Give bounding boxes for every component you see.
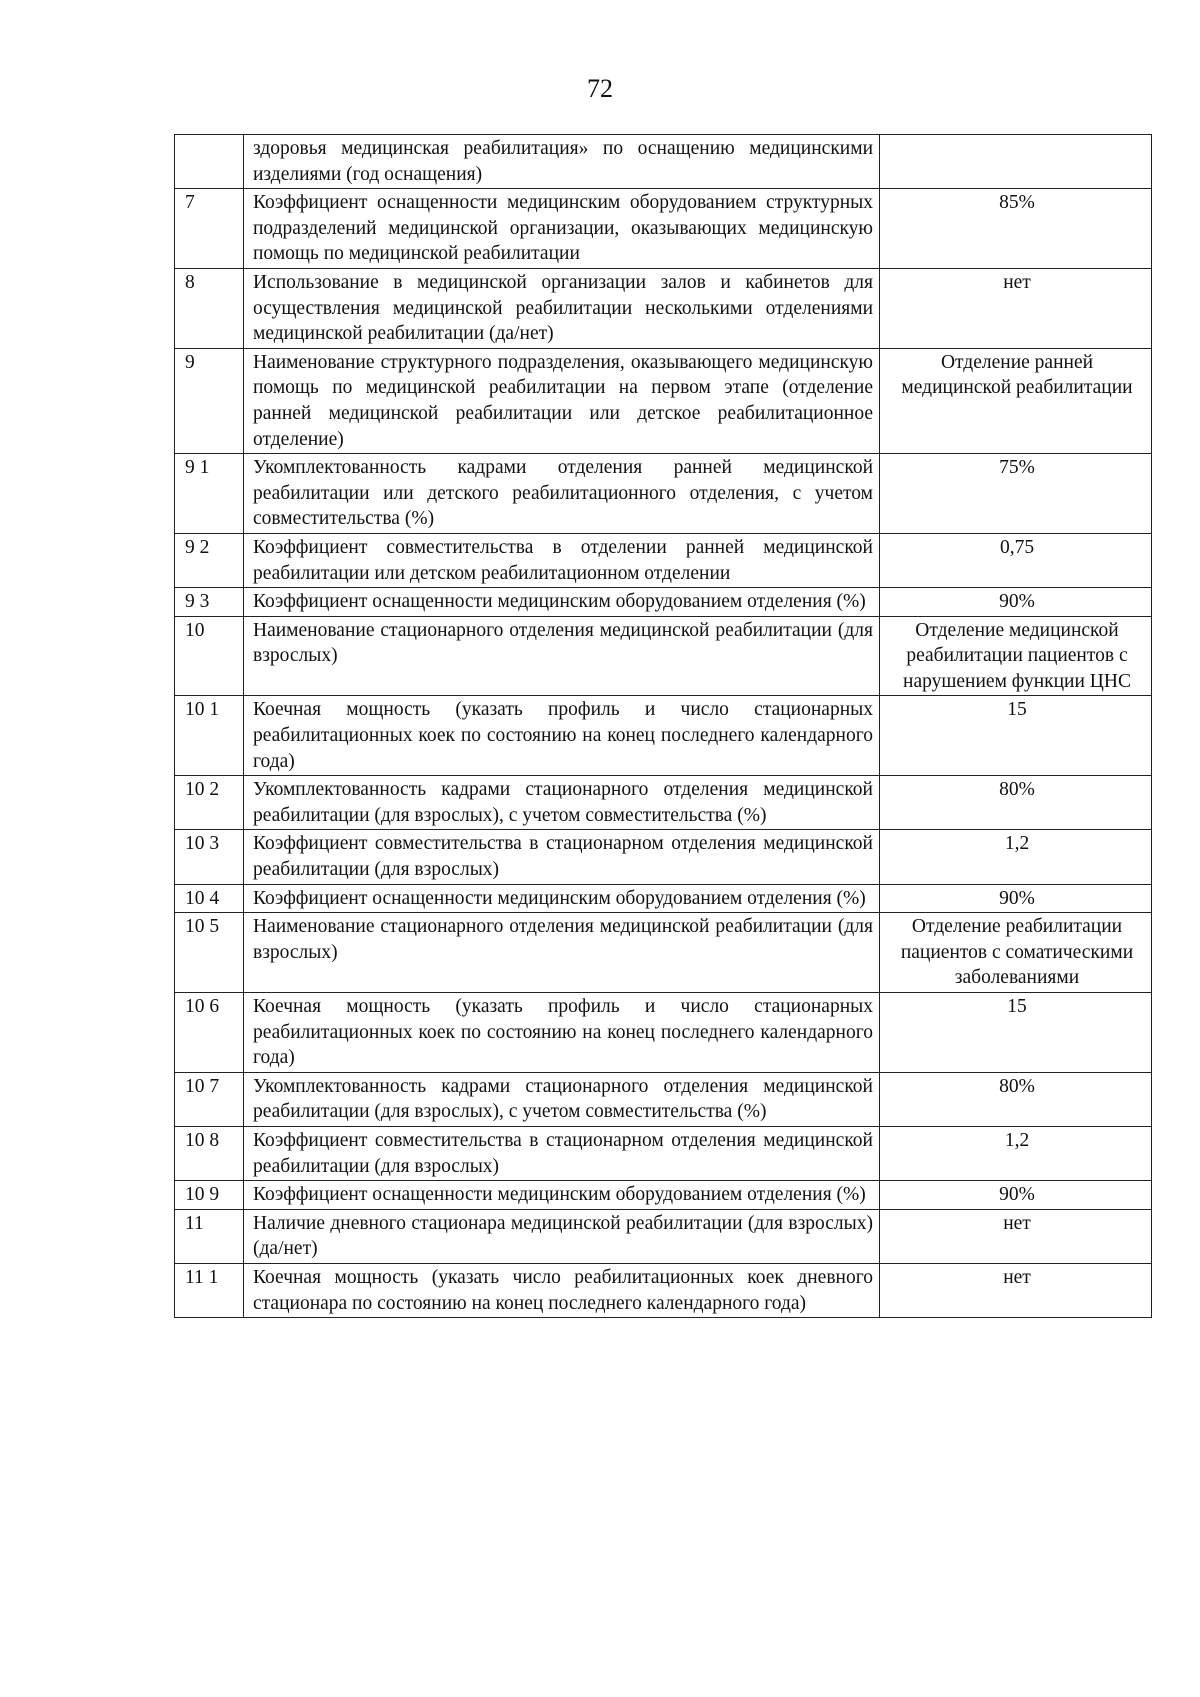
- table-row: [175, 454, 1152, 534]
- table-row: [175, 884, 1152, 913]
- row-number-cell: 10 1: [175, 696, 244, 776]
- row-number-cell: 9 2: [175, 533, 244, 587]
- table-row: [175, 348, 1152, 453]
- row-value-cell: 90%: [880, 884, 1152, 913]
- row-description-cell: Коэффициент оснащенности медицинским оборудованием структурных подразделений медицинской организации, оказывающих медицинскую помощь по медицинской реабилитации: [244, 189, 880, 269]
- row-description-cell: Коэффициент оснащенности медицинским оборудованием отделения (%): [244, 884, 880, 913]
- table-row: [175, 135, 1152, 189]
- row-description-cell: Коечная мощность (указать профиль и число стационарных реабилитационных коек по состоянию на конец последнего календарного года): [244, 993, 880, 1073]
- row-description-cell: Укомплектованность кадрами отделения ранней медицинской реабилитации или детского реабилитационного отделения, с учетом совместительства (%): [244, 454, 880, 534]
- table-row: [175, 696, 1152, 776]
- row-description-cell: здоровья медицинская реабилитация» по оснащению медицинскими изделиями (год оснащения): [244, 135, 880, 189]
- row-value-cell: нет: [880, 1263, 1152, 1317]
- indicators-table: [174, 134, 1152, 1318]
- table-row: [175, 913, 1152, 993]
- table-row: [175, 1072, 1152, 1126]
- row-number-cell: 9 1: [175, 454, 244, 534]
- page-number: 72: [587, 74, 613, 103]
- row-value-cell: нет: [880, 268, 1152, 348]
- row-value-cell: [880, 135, 1152, 189]
- row-value-cell: 90%: [880, 588, 1152, 617]
- row-description-cell: Наименование структурного подразделения, оказывающего медицинскую помощь по медицинской реабилитации на первом этапе (отделение ранней медицинской реабилитации или детское реабилитационное отделение): [244, 348, 880, 453]
- row-number-cell: 10 4: [175, 884, 244, 913]
- table-row: [175, 268, 1152, 348]
- row-description-cell: Коэффициент совместительства в отделении ранней медицинской реабилитации или детском реабилитационном отделении: [244, 533, 880, 587]
- row-value-cell: 80%: [880, 1072, 1152, 1126]
- row-description-cell: Коечная мощность (указать профиль и число стационарных реабилитационных коек по состоянию на конец последнего календарного года): [244, 696, 880, 776]
- row-number-cell: 11: [175, 1209, 244, 1263]
- row-number-cell: 10 2: [175, 776, 244, 830]
- row-description-cell: Коэффициент оснащенности медицинским оборудованием отделения (%): [244, 1181, 880, 1210]
- row-description-cell: Наименование стационарного отделения медицинской реабилитации (для взрослых): [244, 913, 880, 993]
- row-value-cell: 85%: [880, 189, 1152, 269]
- row-description-cell: Наименование стационарного отделения медицинской реабилитации (для взрослых): [244, 616, 880, 696]
- row-number-cell: 10 6: [175, 993, 244, 1073]
- table-row: [175, 776, 1152, 830]
- row-description-cell: Наличие дневного стационара медицинской реабилитации (для взрослых) (да/нет): [244, 1209, 880, 1263]
- table-row: [175, 1181, 1152, 1210]
- row-value-cell: 80%: [880, 776, 1152, 830]
- row-value-cell: 15: [880, 993, 1152, 1073]
- row-value-cell: Отделение медицинской реабилитации пациентов с нарушением функции ЦНС: [880, 616, 1152, 696]
- row-number-cell: 10 3: [175, 830, 244, 884]
- row-number-cell: 10 8: [175, 1126, 244, 1180]
- row-description-cell: Укомплектованность кадрами стационарного отделения медицинской реабилитации (для взрослых), с учетом совместительства (%): [244, 1072, 880, 1126]
- row-number-cell: 9: [175, 348, 244, 453]
- table-row: [175, 533, 1152, 587]
- row-value-cell: Отделение реабилитации пациентов с соматическими заболеваниями: [880, 913, 1152, 993]
- row-number-cell: [175, 135, 244, 189]
- row-number-cell: 10 5: [175, 913, 244, 993]
- table-row: [175, 1263, 1152, 1317]
- table-row: [175, 616, 1152, 696]
- table-row: [175, 830, 1152, 884]
- row-value-cell: 90%: [880, 1181, 1152, 1210]
- table-row: [175, 1209, 1152, 1263]
- table-row: [175, 1126, 1152, 1180]
- row-description-cell: Коечная мощность (указать число реабилитационных коек дневного стационара по состоянию на конец последнего календарного года): [244, 1263, 880, 1317]
- row-value-cell: 1,2: [880, 830, 1152, 884]
- row-number-cell: 10 9: [175, 1181, 244, 1210]
- row-number-cell: 7: [175, 189, 244, 269]
- table-row: [175, 588, 1152, 617]
- row-value-cell: Отделение ранней медицинской реабилитации: [880, 348, 1152, 453]
- row-description-cell: Коэффициент совместительства в стационарном отделения медицинской реабилитации (для взрослых): [244, 1126, 880, 1180]
- row-value-cell: нет: [880, 1209, 1152, 1263]
- row-number-cell: 10 7: [175, 1072, 244, 1126]
- row-description-cell: Коэффициент оснащенности медицинским оборудованием отделения (%): [244, 588, 880, 617]
- row-description-cell: Использование в медицинской организации залов и кабинетов для осуществления медицинской реабилитации несколькими отделениями медицинской реабилитации (да/нет): [244, 268, 880, 348]
- row-description-cell: Укомплектованность кадрами стационарного отделения медицинской реабилитации (для взрослых), с учетом совместительства (%): [244, 776, 880, 830]
- table-row: [175, 189, 1152, 269]
- table-row: [175, 993, 1152, 1073]
- row-value-cell: 15: [880, 696, 1152, 776]
- row-number-cell: 8: [175, 268, 244, 348]
- row-number-cell: 10: [175, 616, 244, 696]
- row-number-cell: 11 1: [175, 1263, 244, 1317]
- row-value-cell: 0,75: [880, 533, 1152, 587]
- row-description-cell: Коэффициент совместительства в стационарном отделения медицинской реабилитации (для взрослых): [244, 830, 880, 884]
- row-value-cell: 1,2: [880, 1126, 1152, 1180]
- row-value-cell: 75%: [880, 454, 1152, 534]
- row-number-cell: 9 3: [175, 588, 244, 617]
- table-body: [175, 135, 1152, 1318]
